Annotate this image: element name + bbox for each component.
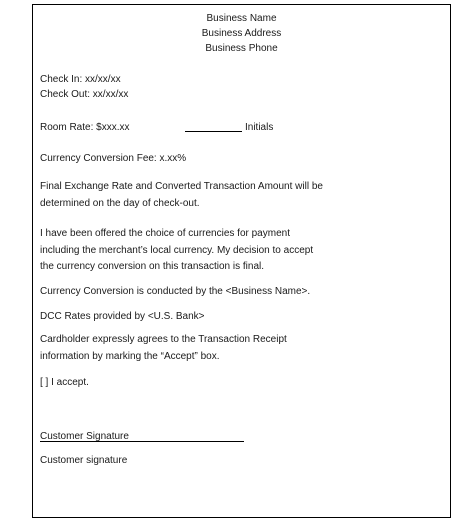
check-out: Check Out: xx/xx/xx xyxy=(40,89,129,100)
signature-line-label: Customer Signature xyxy=(40,431,129,442)
final-rate-line: determined on the day of check-out. xyxy=(40,197,200,209)
initials-label: Initials xyxy=(245,122,274,133)
room-rate: Room Rate: $xxx.xx xyxy=(40,122,130,133)
cardholder-agreement-paragraph xyxy=(40,332,445,365)
accept-checkbox[interactable]: [ ] I accept. xyxy=(40,377,89,388)
agreement-line: Cardholder expressly agrees to the Transaction Receipt xyxy=(40,334,287,345)
conversion-conducted-by: Currency Conversion is conducted by the <Business Name>. xyxy=(40,286,311,297)
final-rate-paragraph xyxy=(40,179,445,212)
agreement-line: information by marking the “Accept” box. xyxy=(40,350,220,362)
currency-choice-line: including the merchant’s local currency. My decision to accept xyxy=(40,244,314,256)
business-address: Business Address xyxy=(201,28,282,39)
final-rate-line: Final Exchange Rate and Converted Transaction Amount will be xyxy=(40,181,323,192)
currency-choice-paragraph xyxy=(40,226,445,276)
currency-conversion-fee: Currency Conversion Fee: x.xx% xyxy=(40,153,187,164)
customer-signature-line[interactable] xyxy=(40,426,244,442)
initials-blank-line[interactable] xyxy=(185,131,242,132)
business-name: Business Name xyxy=(206,13,277,24)
currency-choice-line: the currency conversion on this transaction is final. xyxy=(40,261,264,272)
check-in: Check In: xx/xx/xx xyxy=(40,74,121,85)
dcc-rates-provider: DCC Rates provided by <U.S. Bank> xyxy=(40,311,205,322)
customer-signature-caption: Customer signature xyxy=(40,455,128,466)
receipt-document xyxy=(32,4,451,518)
currency-choice-line: I have been offered the choice of currencies for payment xyxy=(40,228,290,239)
business-phone: Business Phone xyxy=(205,43,278,54)
